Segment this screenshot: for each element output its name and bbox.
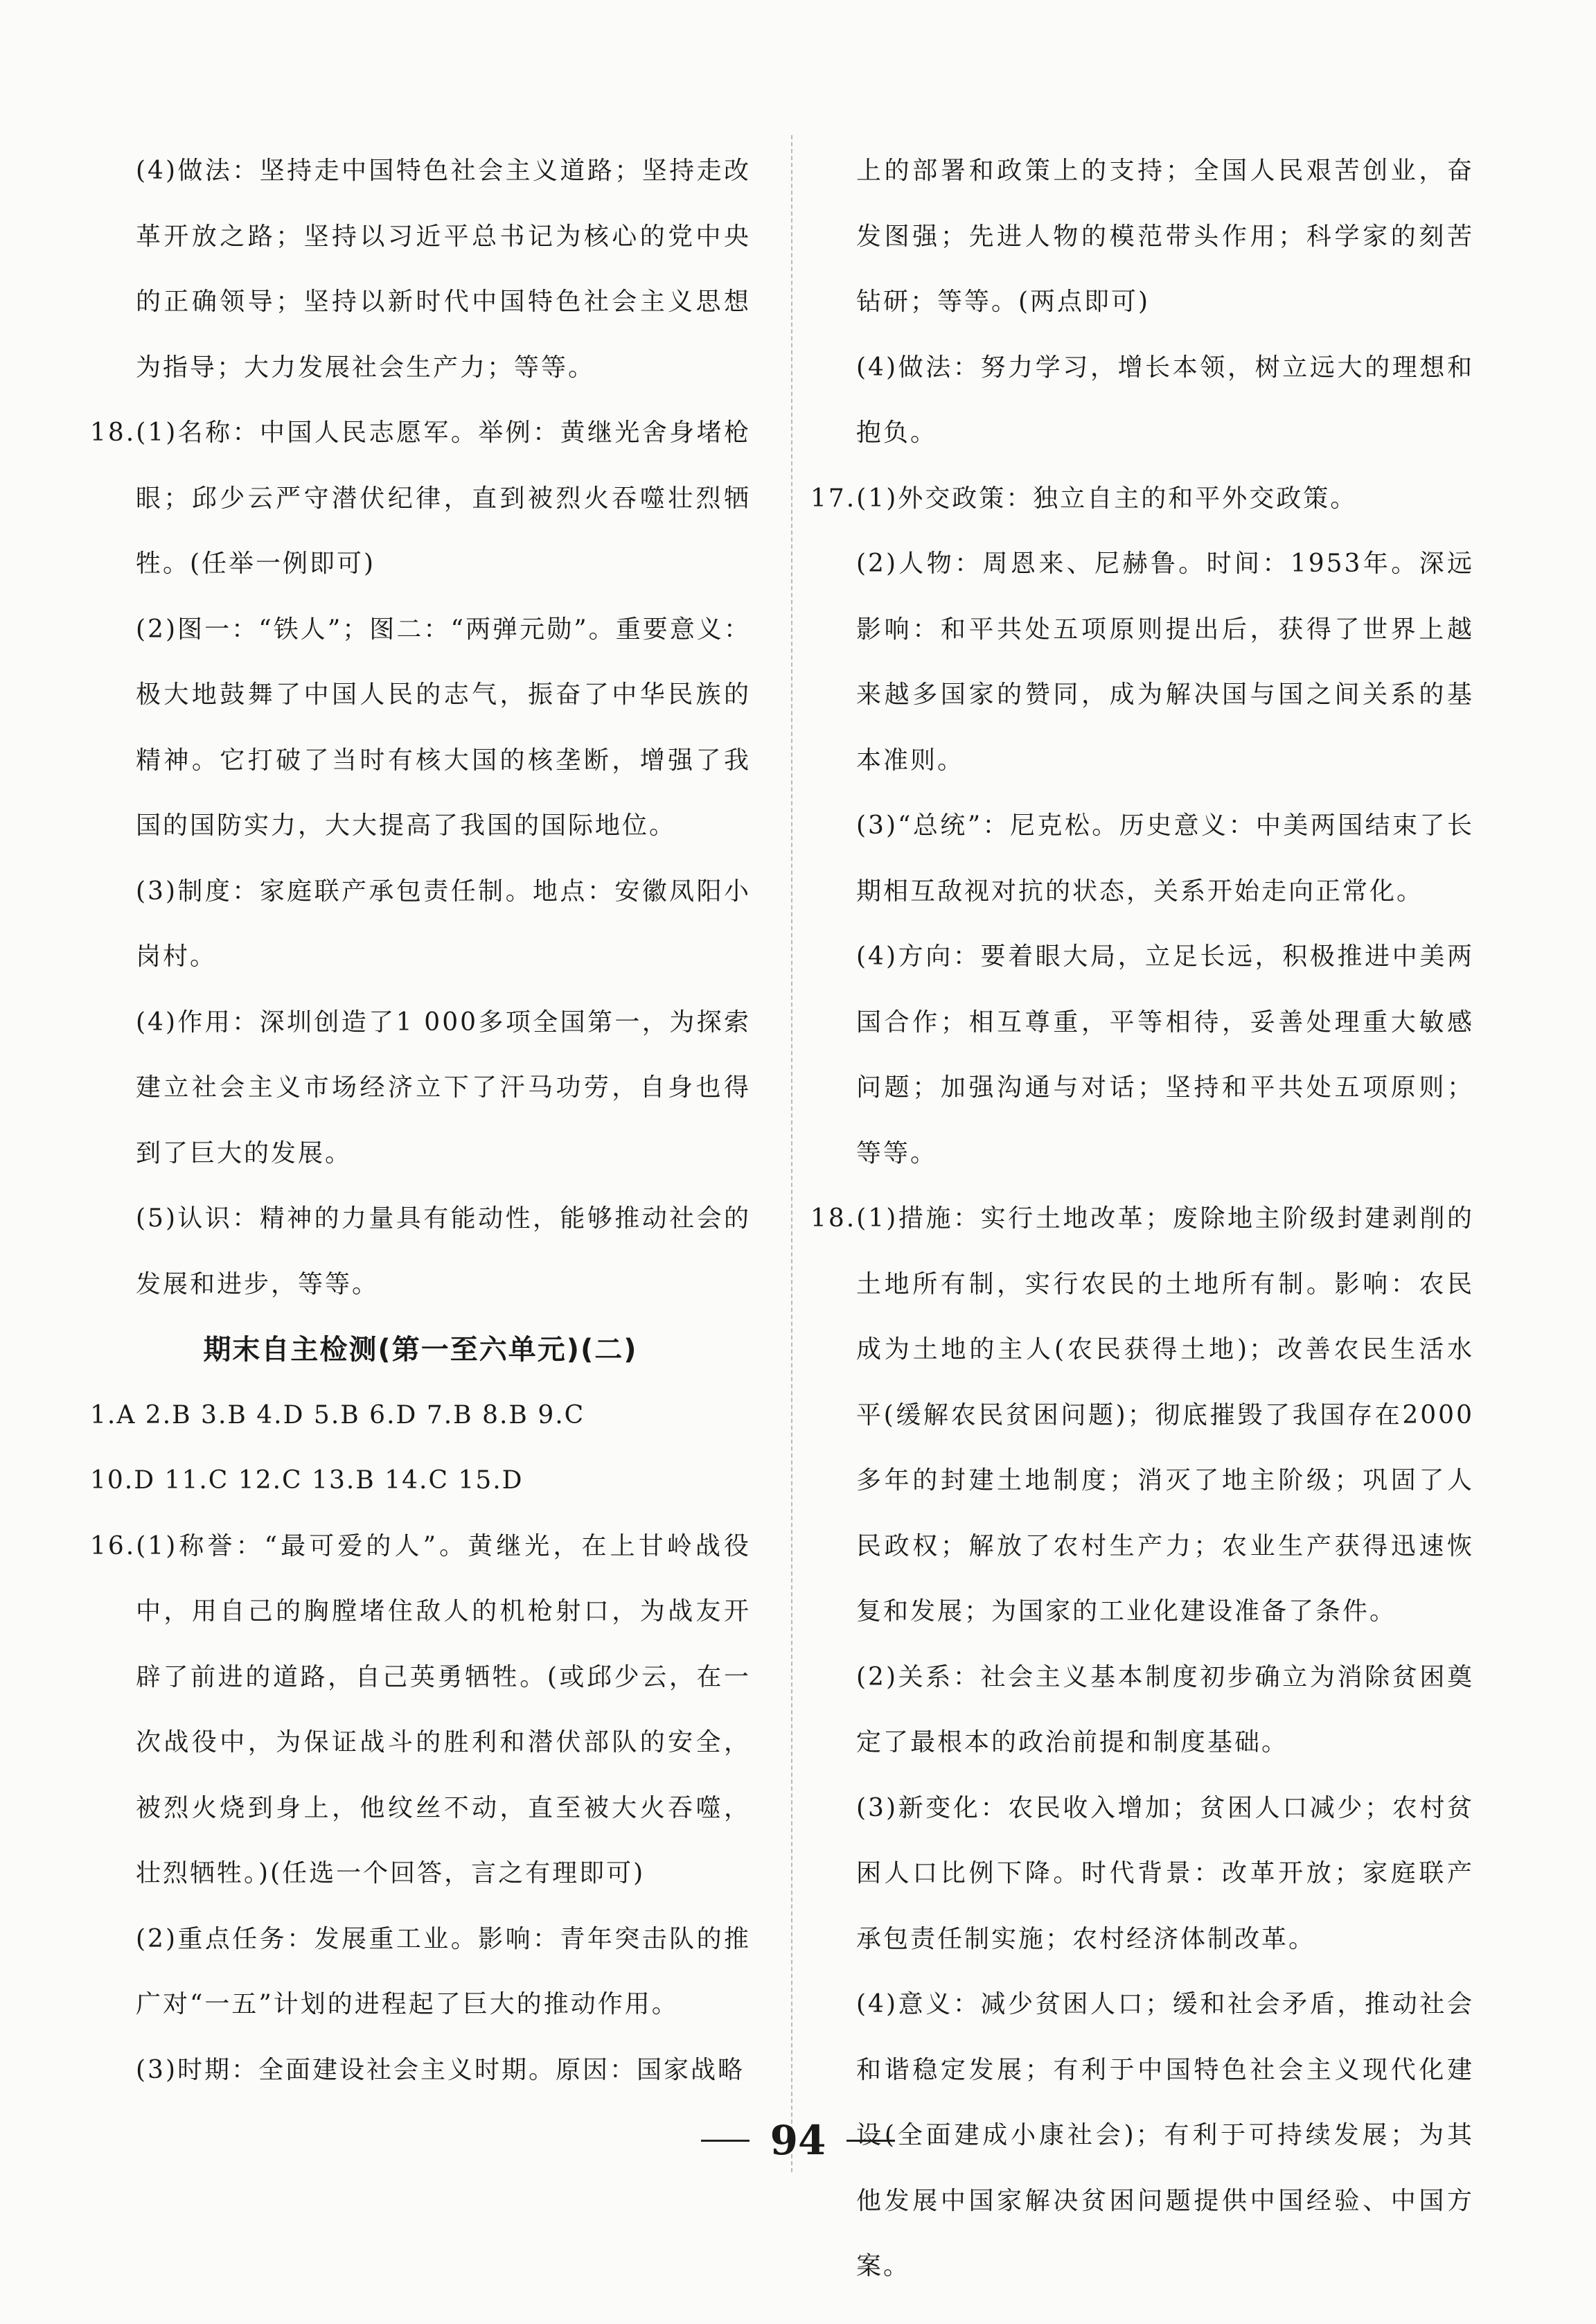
column-divider bbox=[791, 135, 792, 2172]
answer-paragraph: 18.(1)名称：中国人民志愿军。举例：黄继光舍身堵枪眼；邱少云严守潜伏纪律，直到被烈火吞噬壮烈牺牲。(任举一例即可) bbox=[90, 419, 751, 578]
answer-paragraph: (2)图一：“铁人”；图二：“两弹元勋”。重要意义：极大地鼓舞了中国人民的志气，振奋了中华民族的精神。它打破了当时有核大国的核垄断，增强了我国的国防实力，大大提高了我国的国际地位。 bbox=[136, 615, 751, 840]
footer-rule-left bbox=[701, 2140, 750, 2142]
answer-key-line: 10.D 11.C 12.C 13.B 14.C 15.D bbox=[90, 1466, 524, 1495]
answer-paragraph: (2)关系：社会主义基本制度初步确立为消除贫困奠定了最根本的政治前提和制度基础。 bbox=[856, 1662, 1474, 1757]
answer-paragraph: (5)认识：精神的力量具有能动性，能够推动社会的发展和进步，等等。 bbox=[136, 1204, 751, 1299]
answer-paragraph: (3)时期：全面建设社会主义时期。原因：国家战略 bbox=[136, 2055, 745, 2084]
answer-paragraph: (4)做法：努力学习，增长本领，树立远大的理想和抱负。 bbox=[856, 353, 1474, 447]
answer-paragraph: (4)做法：坚持走中国特色社会主义道路；坚持走改革开放之路；坚持以习近平总书记为核心的党中央的正确领导；坚持以新时代中国特色社会主义思想为指导；大力发展社会生产力；等等。 bbox=[136, 157, 751, 382]
section-heading: 期末自主检测(第一至六单元)(二) bbox=[203, 1334, 638, 1366]
answer-key-line: 1.A 2.B 3.B 4.D 5.B 6.D 7.B 8.B 9.C bbox=[90, 1400, 585, 1429]
answer-paragraph: (3)制度：家庭联产承包责任制。地点：安徽凤阳小岗村。 bbox=[136, 877, 751, 971]
answer-paragraph: (4)意义：减少贫困人口；缓和社会矛盾，推动社会和谐稳定发展；有利于中国特色社会主义现代化建设(全面建成小康社会)；有利于可持续发展；为其他发展中国家解决贫困问题提供中国经验、中国方案。 bbox=[856, 1990, 1474, 2280]
answer-paragraph: 上的部署和政策上的支持；全国人民艰苦创业，奋发图强；先进人物的模范带头作用；科学家的刻苦钻研；等等。(两点即可) bbox=[856, 157, 1474, 316]
page-footer bbox=[0, 2117, 1596, 2164]
answer-paragraph: (4)方向：要着眼大局，立足长远，积极推进中美两国合作；相互尊重，平等相待，妥善处理重大敏感问题；加强沟通与对话；坚持和平共处五项原则；等等。 bbox=[856, 942, 1474, 1168]
answer-paragraph: 17.(1)外交政策：独立自主的和平外交政策。 bbox=[810, 484, 1358, 513]
answer-paragraph: (2)重点任务：发展重工业。影响：青年突击队的推广对“一五”计划的进程起了巨大的推动作用。 bbox=[136, 1924, 751, 2018]
footer-rule-right bbox=[846, 2140, 895, 2142]
right-column bbox=[810, 139, 1474, 2300]
page-number: 94 bbox=[770, 2117, 826, 2164]
answer-paragraph: 18.(1)措施：实行土地改革；废除地主阶级封建剥削的土地所有制，实行农民的土地所有制。影响：农民成为土地的主人(农民获得土地)；改善农民生活水平(缓解农民贫困问题)；彻底摧毁了我国存在2000多年的封建土地制度；消灭了地主阶级；巩固了人民政权；解放了农村生产力；农业生产获得迅速恢复和发展；为国家的工业化建设准备了条件。 bbox=[810, 1204, 1474, 1626]
answer-paragraph: (3)新变化：农民收入增加；贫困人口减少；农村贫困人口比例下降。时代背景：改革开放；家庭联产承包责任制实施；农村经济体制改革。 bbox=[856, 1793, 1474, 1953]
answer-paragraph: (3)“总统”：尼克松。历史意义：中美两国结束了长期相互敌视对抗的状态，关系开始走向正常化。 bbox=[856, 811, 1474, 906]
answer-paragraph: 16.(1)称誉：“最可爱的人”。黄继光，在上甘岭战役中，用自己的胸膛堵住敌人的机枪射口，为战友开辟了前进的道路，自己英勇牺牲。(或邱少云，在一次战役中，为保证战斗的胜利和潜伏部队的安全，被烈火烧到身上，他纹丝不动，直至被大火吞噬，壮烈牺牲。)(任选一个回答，言之有理即可) bbox=[90, 1531, 751, 1887]
answer-paragraph: (2)人物：周恩来、尼赫鲁。时间：1953年。深远影响：和平共处五项原则提出后，获得了世界上越来越多国家的赞同，成为解决国与国之间关系的基本准则。 bbox=[856, 549, 1474, 775]
answer-paragraph: (4)作用：深圳创造了1 000多项全国第一，为探索建立社会主义市场经济立下了汗马功劳，自身也得到了巨大的发展。 bbox=[136, 1007, 751, 1168]
left-column bbox=[90, 139, 751, 2103]
